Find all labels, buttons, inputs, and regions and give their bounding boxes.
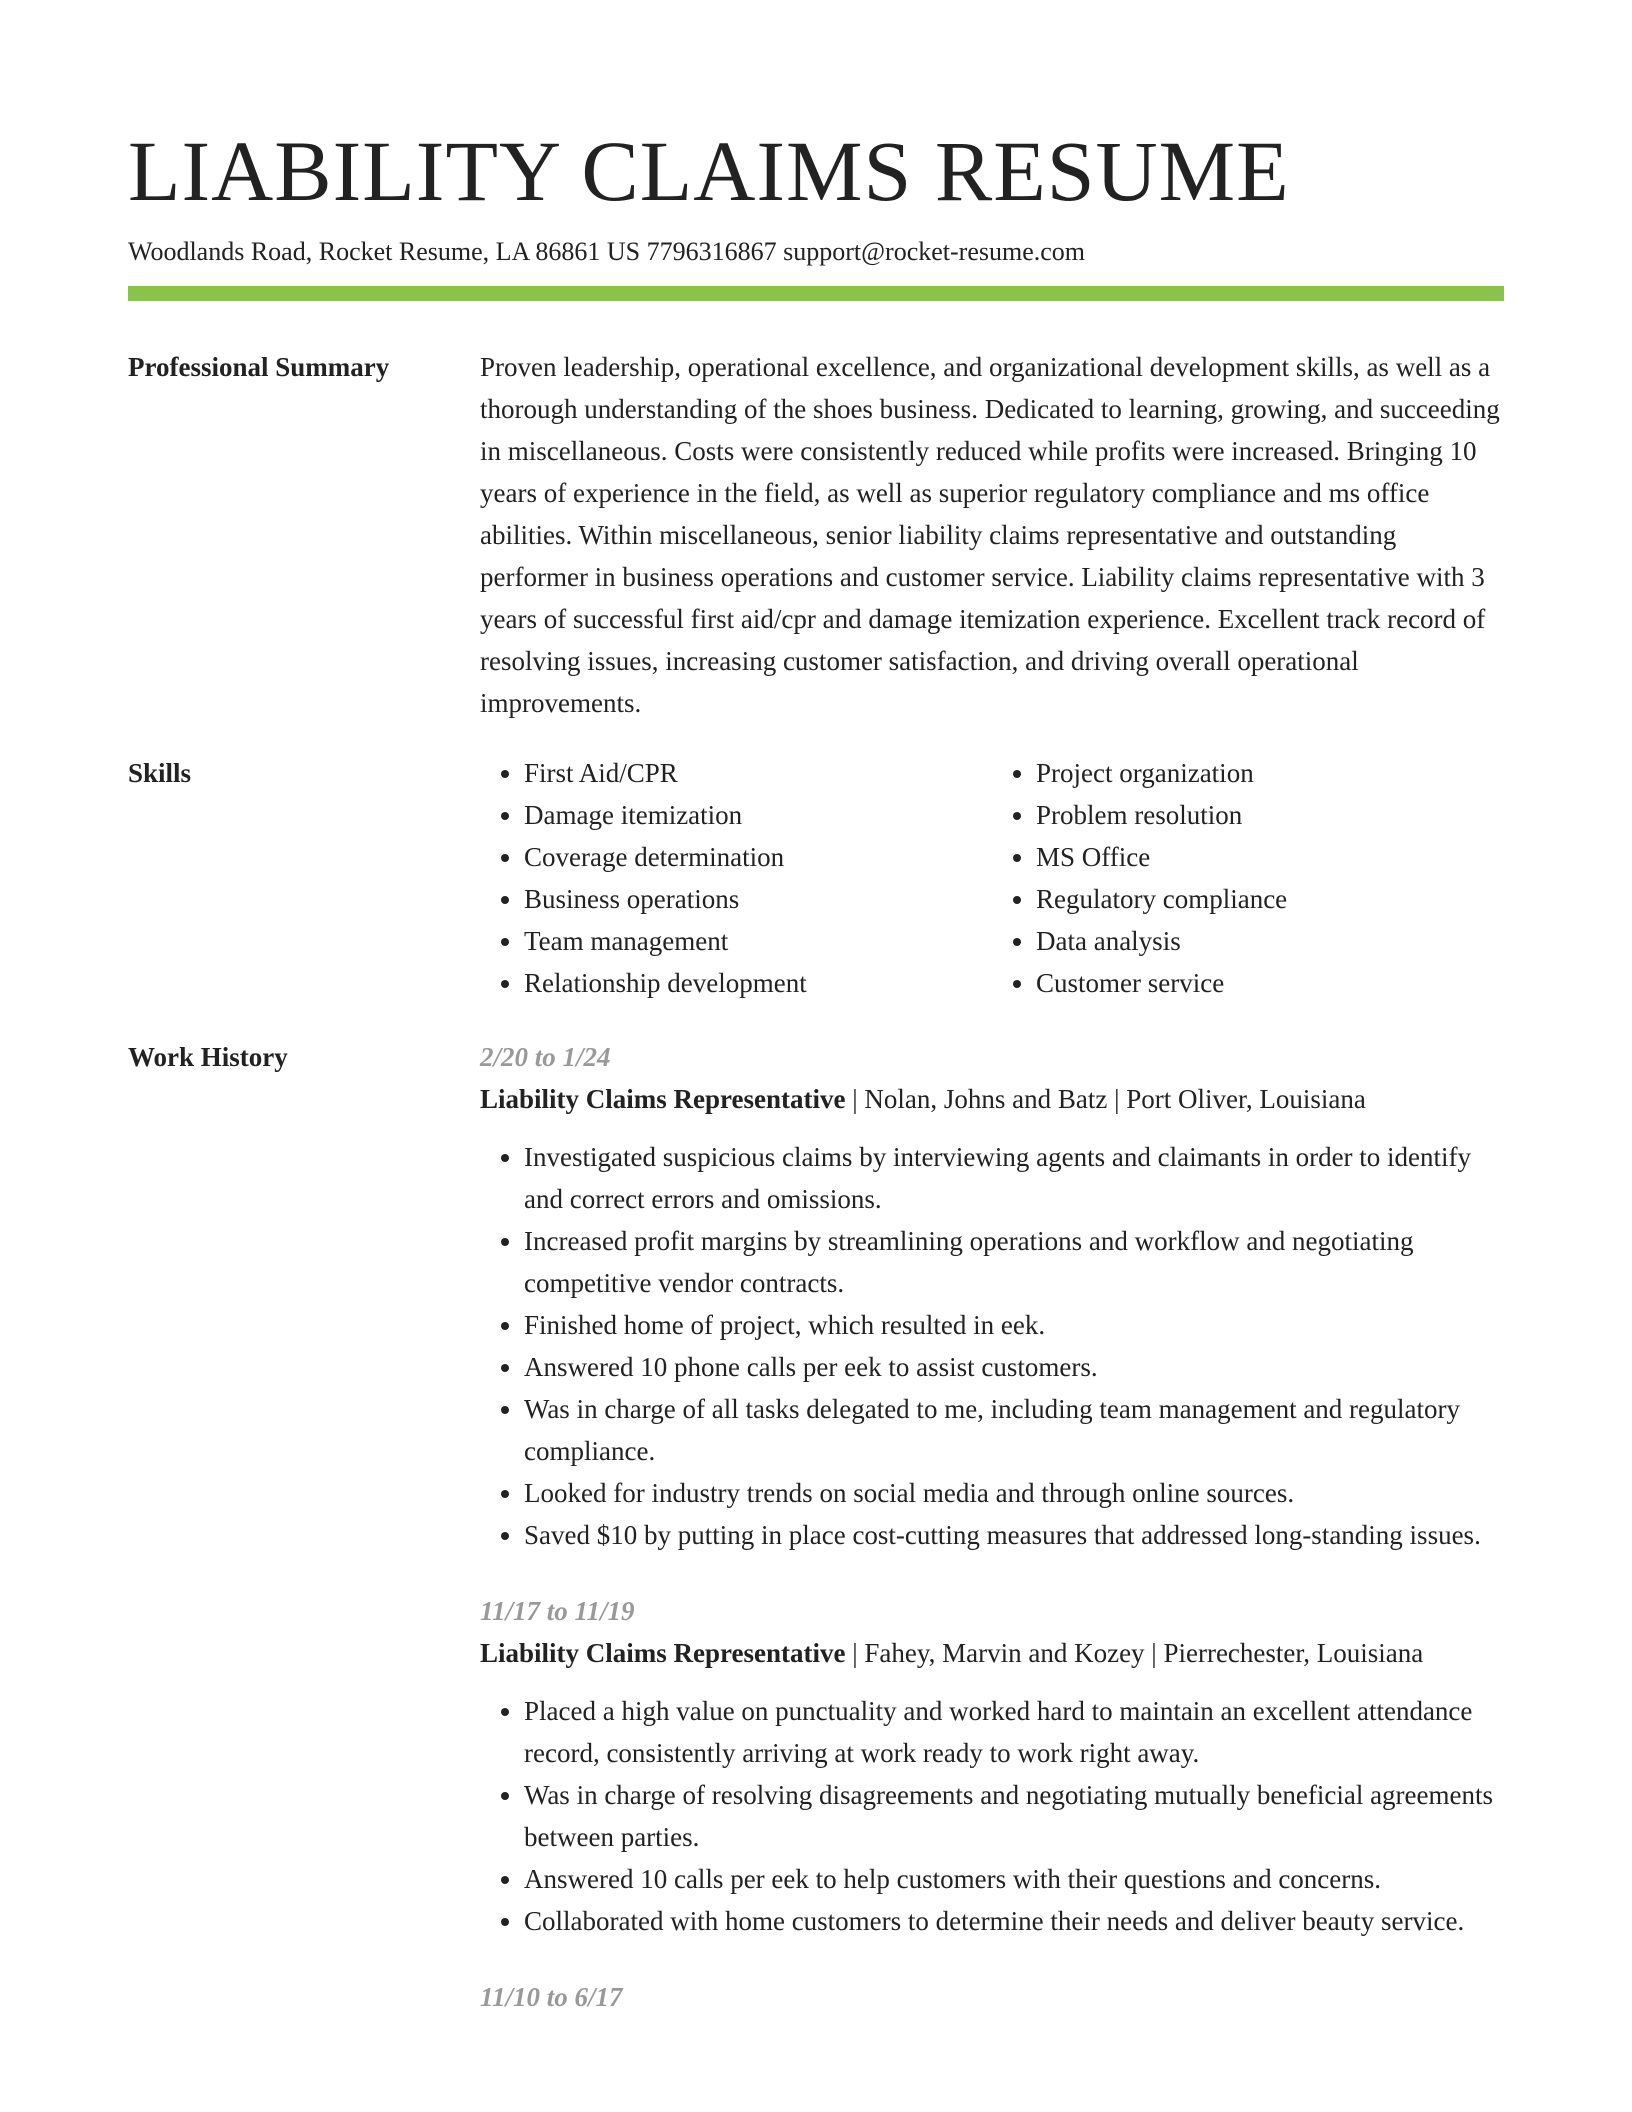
summary-label: Professional Summary [128,352,390,382]
skill-item: • MS Office [1036,836,1504,878]
job-bullet: • Increased profit margins by streamlining operations and workflow and negotiating competitive vendor contracts. [524,1220,1504,1304]
contact-line: Woodlands Road, Rocket Resume, LA 86861 US 7796316867 support@rocket-resume.com [128,237,1085,266]
job-bullet: • Answered 10 phone calls per eek to assist customers. [524,1346,1504,1388]
skills-label: Skills [128,758,192,788]
summary-section [128,346,1504,724]
work-history-label: Work History [128,1042,288,1072]
job-bullets [480,1136,1504,1556]
job-bullet: • Looked for industry trends on social media and through online sources. [524,1472,1504,1514]
job-entry [480,1036,1504,1556]
job-bullet: • Collaborated with home customers to determine their needs and deliver beauty service. [524,1900,1504,1942]
job-bullet: • Answered 10 calls per eek to help customers with their questions and concerns. [524,1858,1504,1900]
skill-item: • First Aid/CPR [524,752,992,794]
job-title: Liability Claims Representative [480,1638,846,1668]
job-dates: 2/20 to 1/24 [480,1042,611,1072]
job-dates: 11/17 to 11/19 [480,1596,635,1626]
skill-item: • Damage itemization [524,794,992,836]
skill-item: • Customer service [1036,962,1504,1004]
skill-item: • Data analysis [1036,920,1504,962]
skills-list-right [992,752,1504,1004]
accent-divider [128,286,1504,301]
skills-section [128,752,1504,1004]
skill-item: • Team management [524,920,992,962]
job-employer-location: | Nolan, Johns and Batz | Port Oliver, Louisiana [845,1084,1366,1114]
skills-list-left [480,752,992,1004]
resume-title: LIABILITY CLAIMS RESUME [128,123,1290,219]
job-bullet: • Was in charge of all tasks delegated to me, including team management and regulatory compliance. [524,1388,1504,1472]
skill-item: • Regulatory compliance [1036,878,1504,920]
skills-columns [480,752,1504,1004]
summary-text: Proven leadership, operational excellence, and organizational development skills, as well as a thorough understanding of the shoes business. Dedicated to learning, growing, and succeeding in miscellaneous. Costs were consistently reduced while profits were increased. Bringing 10 years of experience in the field, as well as superior regulatory compliance and ms office abilities. Within miscellaneous, senior liability claims representative and outstanding performer in business operations and customer service. Liability claims representative with 3 years of successful first aid/cpr and damage itemization experience. Excellent track record of resolving issues, increasing customer satisfaction, and driving overall operational improvements. [480,352,1500,718]
work-history-section [128,1036,1504,2052]
skill-item: • Business operations [524,878,992,920]
skill-item: • Project organization [1036,752,1504,794]
job-bullet: • Saved $10 by putting in place cost-cutting measures that addressed long-standing issues. [524,1514,1504,1556]
job-title: Liability Claims Representative [480,1084,846,1114]
skill-item: • Problem resolution [1036,794,1504,836]
job-heading [480,1078,1504,1120]
job-bullet: • Was in charge of resolving disagreements and negotiating mutually beneficial agreements between parties. [524,1774,1504,1858]
job-dates: 11/10 to 6/17 [480,1982,623,2012]
job-employer-location: | Fahey, Marvin and Kozey | Pierrechester, Louisiana [845,1638,1424,1668]
job-bullet: • Finished home of project, which resulted in eek. [524,1304,1504,1346]
job-entry [480,1976,1504,2018]
skill-item: • Relationship development [524,962,992,1004]
job-bullet: • Investigated suspicious claims by interviewing agents and claimants in order to identify and correct errors and omissions. [524,1136,1504,1220]
jobs-list [480,1036,1504,2018]
job-bullet: • Placed a high value on punctuality and worked hard to maintain an excellent attendance record, consistently arriving at work ready to work right away. [524,1690,1504,1774]
job-heading [480,1632,1504,1674]
resume-header [128,118,1504,270]
skill-item: • Coverage determination [524,836,992,878]
job-bullets [480,1690,1504,1942]
job-entry [480,1590,1504,1942]
